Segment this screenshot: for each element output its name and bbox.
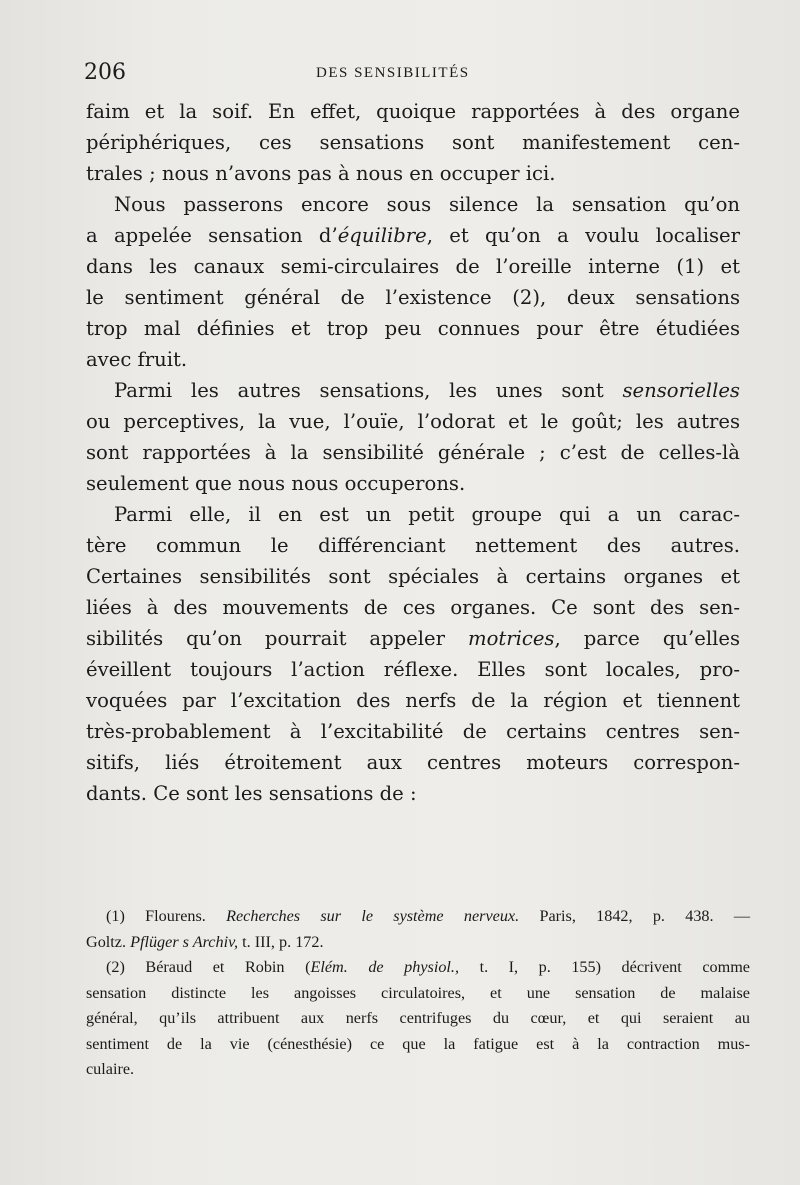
text-line: très-probablement à l’excitabilité de certains centres sen-	[86, 720, 740, 743]
footnote-line: général, qu’ils attribuent aux nerfs centrifuges du cœur, et qui seraient au	[86, 1009, 750, 1027]
page-number: 206	[84, 60, 126, 85]
paragraph-3	[86, 375, 740, 499]
footnote-line: sentiment de la vie (cénesthésie) ce que la fatigue est à la contraction mus-	[86, 1034, 750, 1053]
footnote-2	[86, 955, 750, 1083]
text-line: ou perceptives, la vue, l’ouïe, l’odorat et le goût; les autres	[86, 410, 740, 433]
footnote-line: sensation distincte les angoisses circulatoires, et une sensation de malaise	[86, 983, 750, 1002]
italic-term: motrices	[467, 627, 555, 650]
paragraph-1	[86, 96, 740, 189]
footnote-1	[86, 904, 750, 955]
text-line: Parmi elle, il en est un petit groupe qui a un carac-	[114, 503, 740, 526]
running-title: DES SENSIBILITÉS	[316, 65, 470, 81]
body-text	[86, 96, 740, 809]
text-line: avec fruit.	[86, 348, 188, 371]
text-line: tère commun le différenciant nettement des autres.	[86, 534, 740, 557]
footnote-line: culaire.	[86, 1060, 135, 1078]
text-line: le sentiment général de l’existence (2), deux sensations	[86, 286, 740, 309]
footnote-line: (1) Flourens. Recherches sur le système nerveux. Paris, 1842, p. 438. —	[106, 907, 750, 925]
text-line: dants. Ce sont les sensations de :	[86, 782, 417, 805]
paragraph-2	[86, 189, 740, 375]
text-line: trop mal définies et trop peu connues pour être étudiées	[86, 317, 740, 340]
italic-term: équilibre	[337, 224, 427, 247]
text-line: éveillent toujours l’action réflexe. Elles sont locales, pro-	[86, 658, 740, 681]
footnote-line: Goltz. Pflüger s Archiv, t. III, p. 172.	[86, 932, 324, 951]
text-line: Certaines sensibilités sont spéciales à certains organes et	[86, 565, 740, 588]
text-line: trales ; nous n’avons pas à nous en occuper ici.	[86, 162, 556, 185]
text-line: périphériques, ces sensations sont manifestement cen-	[86, 131, 740, 154]
text-line: sibilités qu’on pourrait appeler motrices, parce qu’elles	[86, 627, 740, 650]
footnote-line: (2) Béraud et Robin (Elém. de physiol., t. I, p. 155) décrivent comme	[106, 958, 750, 976]
text-line: voquées par l’excitation des nerfs de la région et tiennent	[86, 689, 740, 712]
text-line: Parmi les autres sensations, les unes sont sensorielles	[114, 379, 740, 402]
text-line: faim et la soif. En effet, quoique rapportées à des organe	[86, 100, 740, 123]
text-line: sont rapportées à la sensibilité générale ; c’est de celles-là	[86, 441, 740, 464]
text-line: sitifs, liés étroitement aux centres moteurs correspon-	[86, 751, 740, 774]
paragraph-4	[86, 499, 740, 809]
text-line: liées à des mouvements de ces organes. Ce sont des sen-	[86, 596, 740, 619]
footnotes	[86, 904, 750, 1083]
text-line: seulement que nous nous occuperons.	[86, 472, 466, 495]
text-line: dans les canaux semi-circulaires de l’oreille interne (1) et	[86, 255, 740, 278]
italic-term: sensorielles	[622, 379, 740, 402]
text-line: Nous passerons encore sous silence la sensation qu’on	[114, 193, 740, 216]
page-header	[84, 60, 746, 94]
text-line: a appelée sensation d’équilibre, et qu’on a voulu localiser	[86, 224, 740, 247]
